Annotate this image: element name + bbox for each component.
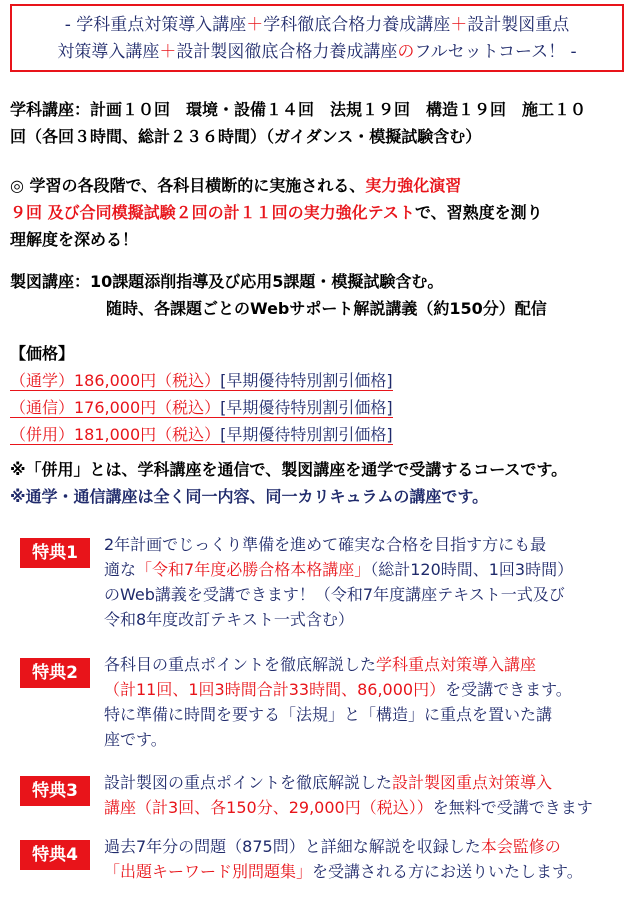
perk-line: [104, 795, 636, 820]
perk-line: [104, 652, 636, 677]
price-note: [早期優待特別割引価格]: [220, 371, 393, 390]
perk-fragment: 各科目の重点ポイントを徹底解説した: [104, 655, 377, 674]
perk-line: 座です。: [104, 730, 167, 749]
gakka-line: 学科講座：計画１０回 環境・設備１４回 法規１９回 構造１９回 施工１０: [10, 100, 587, 119]
price-row: [10, 421, 630, 448]
perk-fragment: （総計120時間、1回3時間）: [370, 560, 574, 579]
banner-line-1: [12, 12, 622, 39]
perk-badge: 特典2: [20, 658, 90, 688]
perk-highlight: 本会監修の: [480, 837, 561, 856]
plus-sign: ＋: [246, 15, 264, 35]
jitsuryoku-highlight: 実力強化演習: [365, 176, 462, 195]
jitsuryoku-line-2: [10, 199, 630, 226]
perk-line: 2年計画でじっくり準備を進めて確実な合格を目指す方にも最: [104, 535, 547, 554]
perk-line: 特に準備に時間を要する「法規」と「構造」に重点を置いた講: [104, 705, 553, 724]
course-banner: [10, 4, 624, 72]
perk-text: [104, 652, 636, 752]
note-line: ※「併用」とは、学科講座を通信で、製図講座を通学で受講するコースです。: [10, 460, 568, 479]
perk-line: [104, 677, 636, 702]
perk-text: [104, 834, 636, 884]
price-section: [10, 340, 630, 448]
banner-text: 学科徹底合格力養成講座: [263, 15, 451, 35]
price-heading: 【価格】: [10, 344, 75, 363]
perk-highlight: 「令和7年度必勝合格本格講座」: [136, 560, 371, 579]
perk-badge: 特典4: [20, 840, 90, 870]
perk-badge: 特典1: [20, 538, 90, 568]
plus-sign: ＋: [159, 42, 177, 62]
perk-highlight: （計11回、1回3時間合計33時間、86,000円）: [104, 680, 446, 699]
perk-fragment: 適な: [104, 560, 137, 579]
banner-text: 設計製図徹底合格力養成講座: [176, 42, 398, 62]
jitsuryoku-info: [10, 172, 630, 253]
perk-text: [104, 770, 636, 820]
gakka-line: 回（各回３時間、総計２３６時間）（ガイダンス・模擬試験含む）: [10, 127, 482, 146]
perk-fragment: 過去7年分の問題（875問）と詳細な解説を収録した: [104, 837, 481, 856]
jitsuryoku-text: で、習熟度を測り: [414, 203, 543, 222]
perk-fragment: を受講できます。: [445, 680, 572, 699]
jitsuryoku-text: 理解度を深める！: [10, 230, 139, 249]
price-note: [早期優待特別割引価格]: [220, 398, 393, 417]
perk-line: のWeb講義を受講できます！（令和7年度講座テキスト一式及び: [104, 585, 565, 604]
price-row: [10, 394, 630, 421]
price-label: （通学）186,000円（税込）: [10, 371, 221, 390]
perk-badge: 特典3: [20, 776, 90, 806]
banner-line-2: [12, 39, 622, 66]
perk-fragment: 設計製図の重点ポイントを徹底解説した: [104, 773, 393, 792]
plus-sign: ＋: [450, 15, 468, 35]
price-note: [早期優待特別割引価格]: [220, 425, 393, 444]
notes-section: [10, 456, 630, 510]
perk-text: [104, 532, 636, 632]
jitsuryoku-highlight: ９回 及び合同模擬試験２回の計１１回の実力強化テスト: [10, 203, 415, 222]
seizu-line: 随時、各課題ごとのWebサポート解説講義（約150分）配信: [106, 299, 547, 318]
banner-text: フルセットコース！ -: [414, 42, 577, 62]
perk-line: [104, 859, 636, 884]
banner-text: 設計製図重点: [467, 15, 570, 35]
perk-fragment: を無料で受講できます: [432, 798, 593, 817]
seizu-line: 製図講座：10課題添削指導及び応用5課題・模擬試験含む。: [10, 272, 444, 291]
price-label: （併用）181,000円（税込）: [10, 425, 221, 444]
gakka-course-info: [10, 96, 630, 150]
perk-highlight: 講座（計3回、各150分、29,000円（税込））: [104, 798, 433, 817]
perk-highlight: 設計製図重点対策導入: [392, 773, 553, 792]
banner-text: - 学科重点対策導入講座: [64, 15, 247, 35]
perk-fragment: を受講される方にお送りいたします。: [312, 862, 583, 881]
seizu-course-info: [10, 268, 630, 322]
jitsuryoku-line-1: [10, 172, 630, 199]
price-label: （通信）176,000円（税込）: [10, 398, 221, 417]
perk-line: [104, 834, 636, 859]
perk-line: 令和8年度改訂テキスト一式含む）: [104, 610, 354, 629]
perk-line: [104, 557, 636, 582]
perk-line: [104, 770, 636, 795]
perk-highlight: 「出題キーワード別問題集」: [104, 862, 313, 881]
banner-text: の: [397, 42, 415, 62]
price-row: [10, 367, 630, 394]
banner-text: 対策導入講座: [57, 42, 160, 62]
perk-highlight: 学科重点対策導入講座: [376, 655, 537, 674]
jitsuryoku-text: ◎ 学習の各段階で、各科目横断的に実施される、: [10, 176, 366, 195]
note-line: ※通学・通信講座は全く同一内容、同一カリキュラムの講座です。: [10, 487, 489, 506]
